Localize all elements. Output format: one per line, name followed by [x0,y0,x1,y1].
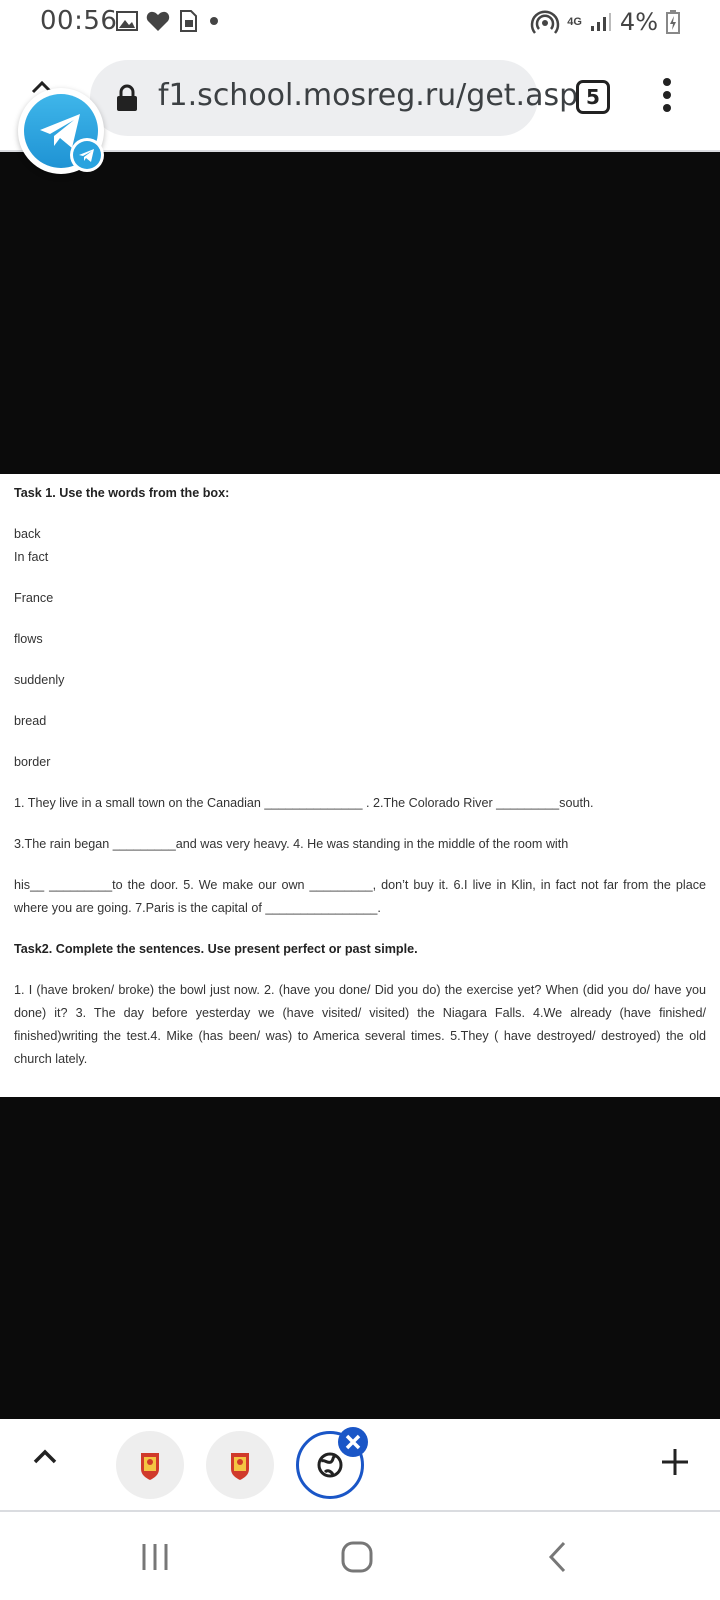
task1-sentences-3: his__ _________to the door. 5. We make our own _________, don’t buy it. 6.I live in Klin, in fact not far from the place where you are going. 7.Paris is the capital of ________________. [14,878,706,915]
word-bread: bread [14,714,47,728]
mosreg-emblem-icon [116,1431,184,1499]
task1-sentences-2: 3.The rain began _________and was very heavy. 4. He was standing in the middle of the room with [14,837,569,851]
document-content [14,474,706,1071]
mosreg-emblem-icon [206,1431,274,1499]
spacer [14,505,706,523]
spacer [14,961,706,979]
status-time: 00:56 [40,6,118,36]
address-bar[interactable] [90,60,579,136]
spacer [14,610,706,628]
menu-dot [663,104,671,112]
dark-region-bottom [0,1097,720,1419]
task2-sentences: 1. I (have broken/ broke) the bowl just now. 2. (have you done/ Did you do) the exercise yet? When (did you do/ have you done) it? 3. The day before yesterday we (have visited/ visited) the Niagara Falls. 4.We already (have finished/ finished)writing the test.4. Mike (has been/ was) to America several times. 5.They ( have destroyed/ destroyed) the old church lately. [14,983,706,1066]
task1-heading: Task 1. Use the words from the box: [14,486,230,500]
word-in-fact: In fact [14,550,49,564]
battery-icon [666,10,680,34]
menu-dot [663,91,671,99]
spacer [14,815,706,833]
spacer [14,774,706,792]
sim-icon [178,10,198,32]
telegram-badge-icon [73,141,101,169]
word-france: France [14,591,54,605]
telegram-badge [70,138,104,172]
heart-icon [146,10,170,32]
menu-button[interactable] [660,78,674,118]
battery-text: 4% [619,8,658,36]
browser-toolbar [0,52,720,148]
word-border: border [14,755,51,769]
status-bar [0,0,720,46]
recent-apps-icon[interactable] [140,1542,170,1572]
back-icon[interactable] [546,1540,568,1574]
close-tab-button[interactable] [338,1427,368,1457]
notification-icons [116,10,222,32]
spacer [14,692,706,710]
gallery-icon [116,11,138,31]
menu-dot [663,78,671,86]
spacer [14,651,706,669]
hotspot-icon [531,9,559,35]
url-text[interactable]: f1.school.mosreg.ru/get.asp [158,78,579,113]
signal-icon [590,12,612,32]
home-icon[interactable] [340,1540,374,1574]
spacer [14,856,706,874]
word-back: back [14,527,41,541]
tab-strip [0,1419,720,1511]
system-nav-bar [0,1512,720,1600]
tab-switcher-button[interactable]: 5 [576,80,610,114]
network-label: 4G [567,15,582,28]
chevron-up-icon[interactable] [32,1447,58,1465]
spacer [14,733,706,751]
close-icon [338,1427,368,1457]
task2-heading: Task2. Complete the sentences. Use present perfect or past simple. [14,942,418,956]
word-suddenly: suddenly [14,673,65,687]
spacer [14,920,706,938]
tab-thumbnail[interactable] [116,1431,184,1499]
task1-sentences-1: 1. They live in a small town on the Canadian ______________ . 2.The Colorado River _________south. [14,796,594,810]
lock-icon [116,84,138,112]
dot-icon [206,13,222,29]
dark-region-top [0,152,720,474]
spacer [14,569,706,587]
word-flows: flows [14,632,43,646]
status-right [531,8,680,36]
plus-icon[interactable] [660,1447,690,1477]
tab-thumbnail[interactable] [206,1431,274,1499]
